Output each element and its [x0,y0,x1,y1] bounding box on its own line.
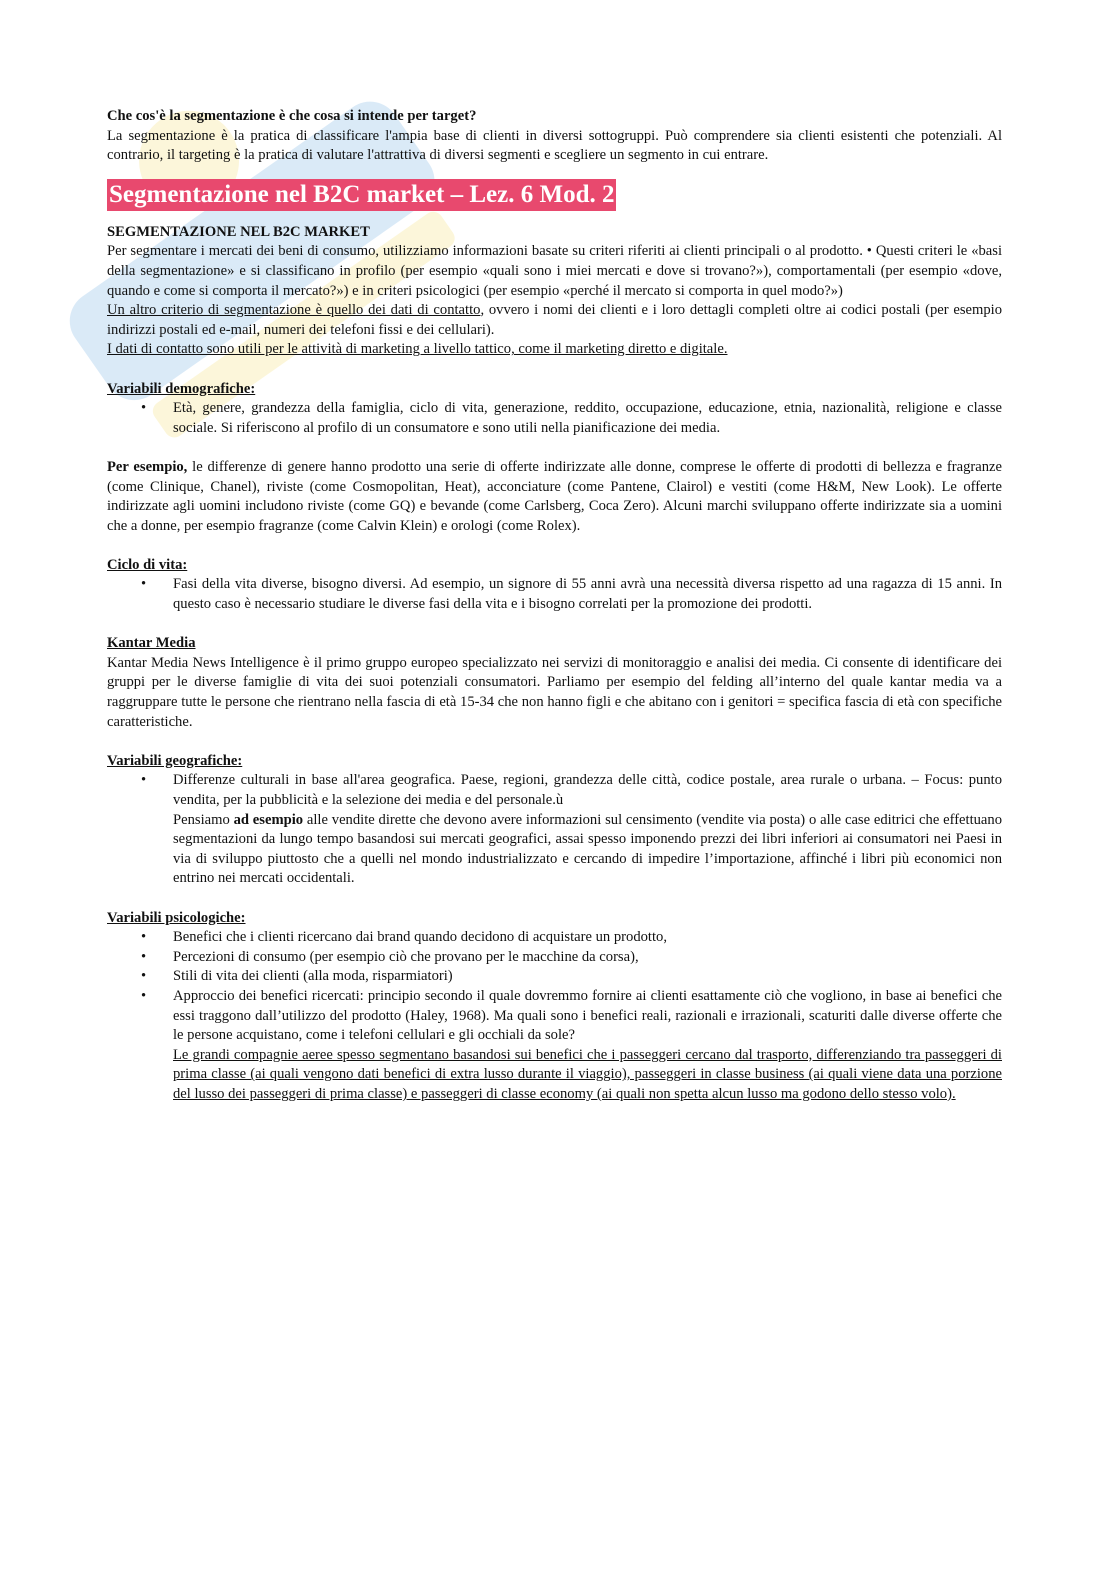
list-item [107,771,1002,889]
b2c-paragraph: Per segmentare i mercati dei beni di consumo, utilizziamo informazioni basate su criteri riferiti ai clienti principali o al prodotto. • Questi criteri le «basi della segmentazione» e si classificano in profilo (per esempio «quali sono i miei mercati e dove si trovano?»), comportamentali (per esempio «dove, quando e come si comporta il mercato?») e in criteri psicologici (per esempio «perché il mercato si comporta in quel modo?») [107,243,1002,299]
contact-data-underlined: Un altro criterio di segmentazione è quello dei dati di contatto [107,302,481,319]
demographic-example [107,458,1002,536]
list-item [107,967,1002,987]
list-item [107,948,1002,968]
lifecycle-bullet-text: Fasi della vita diverse, bisogno diversi. Ad esempio, un signore di 55 anni avrà una necessità diversa rispetto ad una ragazza di 15 anni. In questo caso è necessario studiare le diverse fasi della vita e i bisogno correlati per la promozione dei prodotti. [173,576,1002,613]
kantar-heading: Kantar Media [107,635,196,652]
geographic-bullet-text: Differenze culturali in base all'area geografica. Paese, regioni, grandezza delle città, codice postale, area rurale o urbana. – Focus: punto vendita, per la pubblicità e la selezione dei media e del personale.ù [173,772,1002,808]
bullet-icon: • [141,948,147,965]
b2c-heading: SEGMENTAZIONE NEL B2C MARKET [107,223,370,240]
bullet-icon: • [141,576,147,593]
list-item [107,987,1002,1105]
psychological-heading: Variabili psicologiche: [107,909,246,926]
list-item [107,399,1002,438]
demographic-list [107,399,1002,438]
list-item [107,928,1002,948]
intro-question: Che cos'è la segmentazione è che cosa si intende per target? [107,108,477,124]
bullet-icon: • [141,929,147,946]
psychological-bullet-3: Stili di vita dei clienti (alla moda, risparmiatori) [173,968,453,985]
geographic-heading: Variabili geografiche: [107,752,243,769]
geographic-list [107,771,1002,889]
geographic-example-bold: ad esempio [233,811,304,828]
contact-data-usage: I dati di contatto sono utili per le attività di marketing a livello tattico, come il marketing diretto e digitale. [107,341,728,358]
demographic-heading: Variabili demografiche: [107,380,256,397]
airline-example: Le grandi compagnie aeree spesso segmentano basandosi sui benefici che i passeggeri cercano dal trasporto, differenziando tra passeggeri di prima classe (ai quali vengono dati benefici di extra lusso durante il viaggio), passeggeri in classe business (ai quali viene data una porzione del lusso dei passeggeri di prima classe) e passeggeri di classe economy (ai quali non spetta alcun lusso ma godono dello stesso volo). [173,1046,1002,1102]
bullet-icon: • [141,772,147,789]
geographic-example-post: alle vendite dirette che devono avere informazioni sul censimento (vendite via posta) o alle case editrici che effettuano segmentazioni da lungo tempo basandosi sui mercati geografici, assai spesso imponendo prezzi dei libri inferiori ai consumatori nei Paesi in via di sviluppo piuttosto che a quelli nel mondo industrializzato e cercando di impedire l’importazione, affinché i libri più economici non entrino nei mercati occidentali. [173,811,1003,887]
lifecycle-heading: Ciclo di vita: [107,556,188,573]
example-lead: Per esempio, [107,458,188,475]
bullet-icon: • [141,400,147,417]
contact-data-rest: , ovvero i nomi dei clienti e i loro dettagli completi oltre ai codici postali (per esempio indirizzi postali ed e-mail, numeri dei telefoni fissi e dei cellulari). [107,302,1003,338]
intro-paragraph: La segmentazione è la pratica di classificare l'ampia base di clienti in diversi sottogruppi. Può comprendere sia clienti esistenti che potenziali. Al contrario, il targeting è la pratica di valutare l'attrattiva di diversi segmenti e scegliere un segmento in cui entrare. [107,127,1002,164]
demographic-bullet-text: Età, genere, grandezza della famiglia, ciclo di vita, generazione, reddito, occupazione, educazione, etnia, nazionalità, religione e classe sociale. Si riferiscono al profilo di un consumatore e sono utili nella pianificazione dei media. [173,400,1002,436]
kantar-paragraph: Kantar Media News Intelligence è il primo gruppo europeo specializzato nei servizi di monitoraggio e analisi dei media. Ci consente di identificare dei gruppi per le diverse famiglie di vita dei suoi potenziali consumatori. Parliamo per esempio del felding all’interno del quale kantar media va a raggruppare tutte le persone che rientrano nella fascia di età 15-34 che non hanno figli e che abitano con i genitori = specifica fascia di età con specifiche caratteristiche. [107,654,1002,730]
bullet-icon: • [141,968,147,985]
psychological-bullet-1: Benefici che i clienti ricercano dai brand quando decidono di acquistare un prodotto, [173,929,667,946]
psychological-list [107,928,1002,1104]
psychological-bullet-4: Approccio dei benefici ricercati: principio secondo il quale dovremmo fornire ai clienti esattamente ciò che vogliono, in base ai benefici che essi traggono dall’utilizzo del prodotto (Haley, 1968). Ma quali sono i benefici reali, razionali e irrazionali, scaturiti dalle diverse offerte che le persone acquistano, come i telefoni cellulari e gli occhiali da sole? [173,987,1002,1044]
geographic-example-pre: Pensiamo [173,811,234,828]
list-item [107,575,1002,614]
document-page [107,107,1002,1105]
contact-data-paragraph [107,301,1002,340]
lifecycle-list [107,575,1002,614]
section-banner-title: Segmentazione nel B2C market – Lez. 6 Mod. 2 [107,179,616,211]
psychological-bullet-2: Percezioni di consumo (per esempio ciò che provano per le macchine da corsa), [173,948,639,965]
example-text: le differenze di genere hanno prodotto una serie di offerte indirizzate alle donne, comprese le offerte di prodotti di bellezza e fragranze (come Clinique, Chanel), riviste (come Cosmopolitan, Heat), acconciature (come Pantene, Clairol) e vestiti (come H&M, New Look). Le offerte indirizzate agli uomini includono riviste (come GQ) e bevande (come Carlsberg, Coca Zero). Alcuni marchi sviluppano offerte indirizzate sia a uomini che a donne, per esempio fragranze (come Calvin Klein) e orologi (come Rolex). [107,458,1002,534]
bullet-icon: • [141,987,147,1004]
